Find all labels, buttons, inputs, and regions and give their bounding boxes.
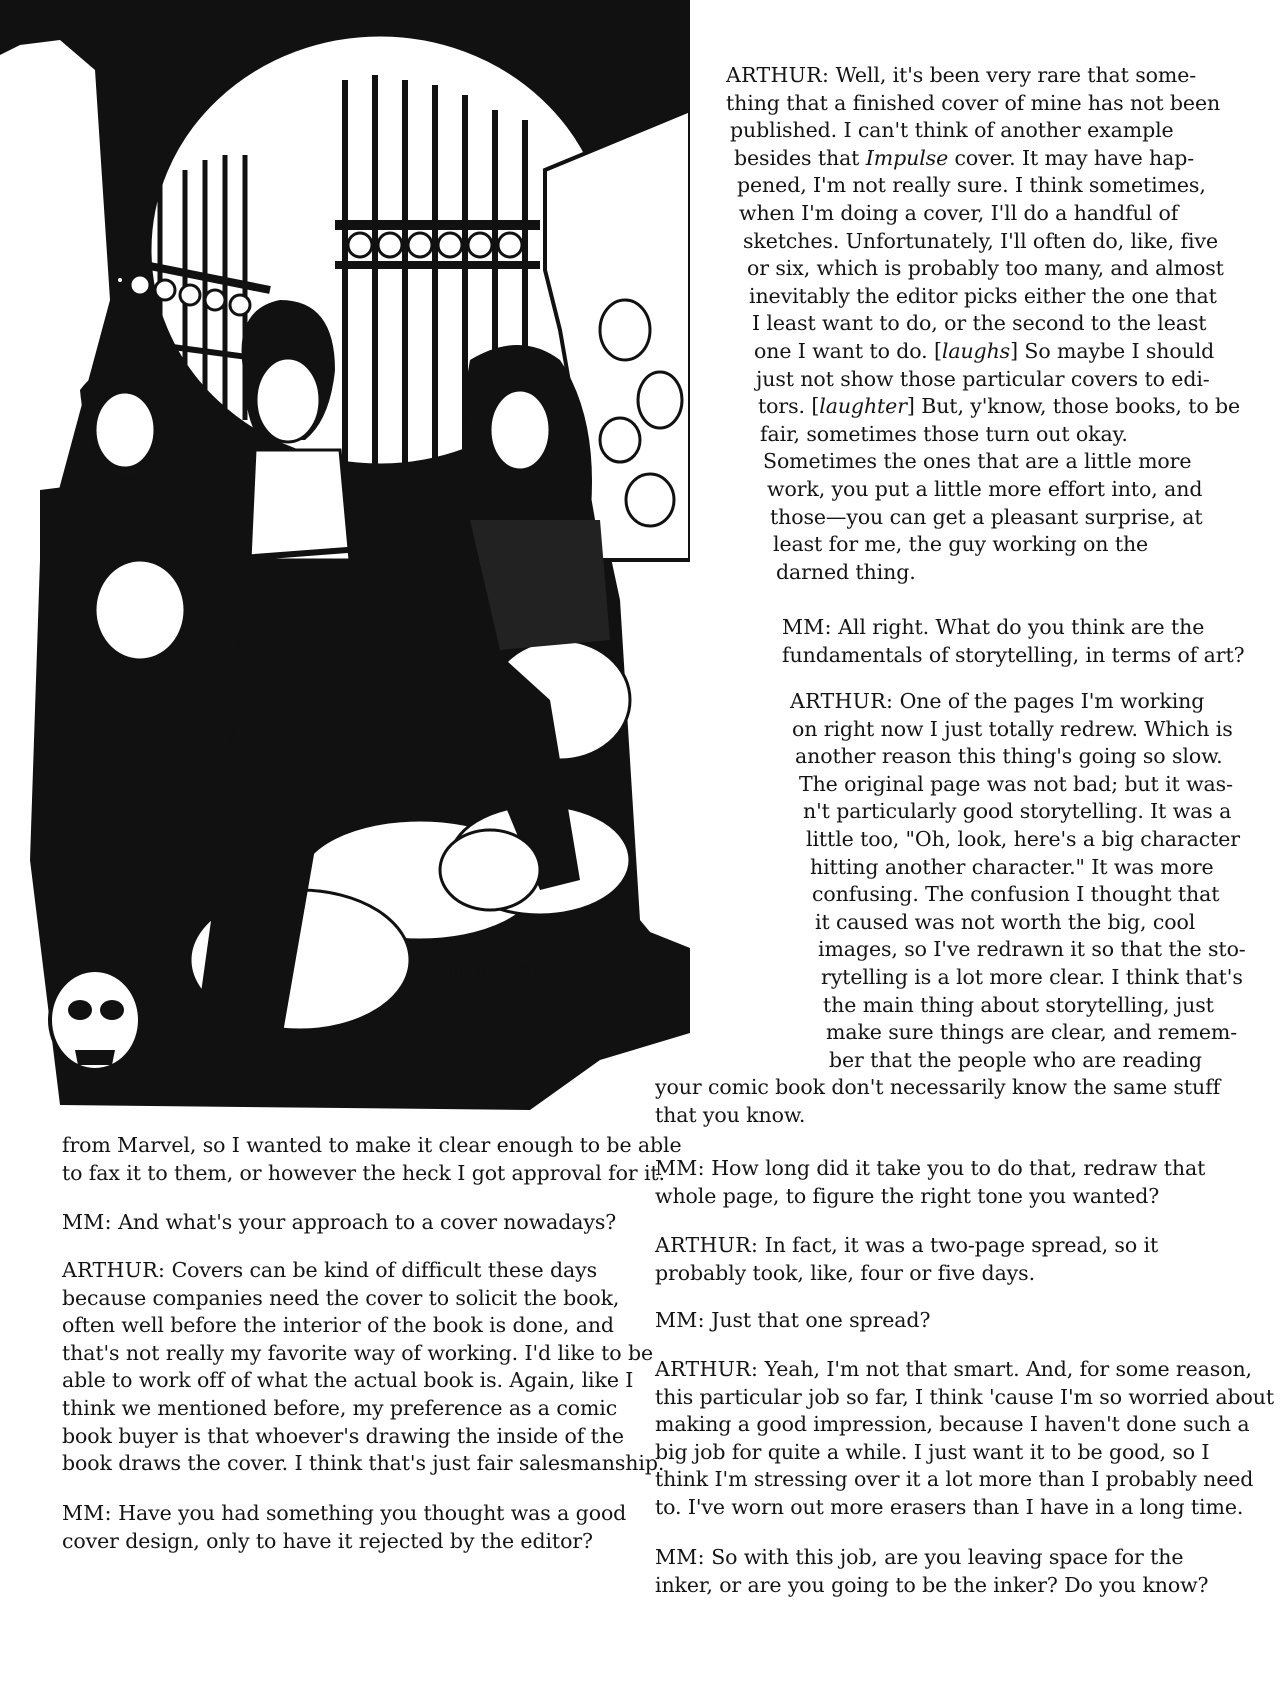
speaker-label: MM: bbox=[655, 1308, 705, 1332]
book-title: Impulse bbox=[865, 145, 949, 170]
left-paragraph-1: from Marvel, so I wanted to make it clear enough to be able to fax it to them, or however the heck I got approval for it. bbox=[62, 1133, 682, 1185]
right-paragraph-5: ARTHUR: In fact, it was a two-page spread, so it probably took, like, four or five days. bbox=[655, 1233, 1159, 1285]
right-paragraph-3: ARTHUR: One of the pages I'm working on right now I just totally redrew. Which is another reason this thing's going so slow. The original page was not bad; but it was- n't particularly good storytelling. It was a little too, "Oh, look, here's a big character hitting another character." It was more confusing. The confusion I thought that it caused was not worth the big, cool images, so I've redrawn it so that the sto- rytelling is a lot more clear. I think that's the main thing about storytelling, just make sure things are clear, and remem- ber that the people who are reading your comic book don't necessarily know the same stuff that you know. bbox=[655, 689, 1246, 1127]
speaker-label: ARTHUR: bbox=[655, 1233, 759, 1257]
speaker-label: ARTHUR: bbox=[62, 1258, 166, 1282]
speaker-label: MM: bbox=[62, 1210, 112, 1234]
speaker-label: MM: bbox=[655, 1156, 705, 1180]
left-paragraph-2: MM: And what's your approach to a cover nowadays? bbox=[62, 1210, 617, 1234]
right-paragraph-2: MM: All right. What do you think are the fundamentals of storytelling, in terms of art? bbox=[782, 615, 1245, 667]
speaker-label: MM: bbox=[782, 615, 832, 639]
left-paragraph-3: ARTHUR: Covers can be kind of difficult these days because companies need the cover to solicit the book, often well before the interior of the book is done, and that's not really my favorite way of working. I'd like to be able to work off of what the actual book is. Again, like I think we mentioned before, my preference as a comic book buyer is that whoever's drawing the inside of the book draws the cover. I think that's just fair salesmanship. bbox=[62, 1258, 665, 1476]
speaker-label: MM: bbox=[655, 1545, 705, 1569]
right-paragraph-1: ARTHUR: Well, it's been very rare that some- thing that a finished cover of mine has not been published. I can't think of another example besides that Impulse cover. It may have hap- pened, I'm not really sure. I think sometimes, when I'm doing a cover, I'll do a handful of sketches. Unfortunately, I'll often do, like, five or six, which is probably too many, and almost inevitably the editor picks either the one that I least want to do, or the second to the least one I want to do. [laughs] So maybe I should just not show those particular covers to edi- tors. [laughter] But, y'know, those books, to be fair, sometimes those turn out okay. Sometimes the ones that are a little more work, you put a little more effort into, and those—you can get a pleasant surprise, at least for me, the guy working on the darned thing. bbox=[726, 63, 1241, 584]
speaker-label: ARTHUR: bbox=[726, 63, 830, 87]
left-paragraph-4: MM: Have you had something you thought was a good cover design, only to have it rejected by the editor? bbox=[62, 1501, 627, 1553]
speaker-label: ARTHUR: bbox=[790, 689, 894, 713]
right-paragraph-7: ARTHUR: Yeah, I'm not that smart. And, for some reason, this particular job so far, I think 'cause I'm so worried about making a good impression, because I haven't done such a big job for quite a while. I just want it to be good, so I think I'm stressing over it a lot more than I probably need to. I've worn out more erasers than I have in a long time. bbox=[655, 1357, 1275, 1519]
speaker-label: MM: bbox=[62, 1501, 112, 1525]
right-paragraph-4: MM: How long did it take you to do that, redraw that whole page, to figure the right tone you wanted? bbox=[655, 1156, 1206, 1208]
right-paragraph-6: MM: Just that one spread? bbox=[655, 1308, 931, 1332]
speaker-label: ARTHUR: bbox=[655, 1357, 759, 1381]
right-paragraph-8: MM: So with this job, are you leaving space for the inker, or are you going to be the inker? Do you know? bbox=[655, 1545, 1209, 1597]
artist-signature: ARTHUR ADAMS 5-98 bbox=[436, 964, 559, 978]
